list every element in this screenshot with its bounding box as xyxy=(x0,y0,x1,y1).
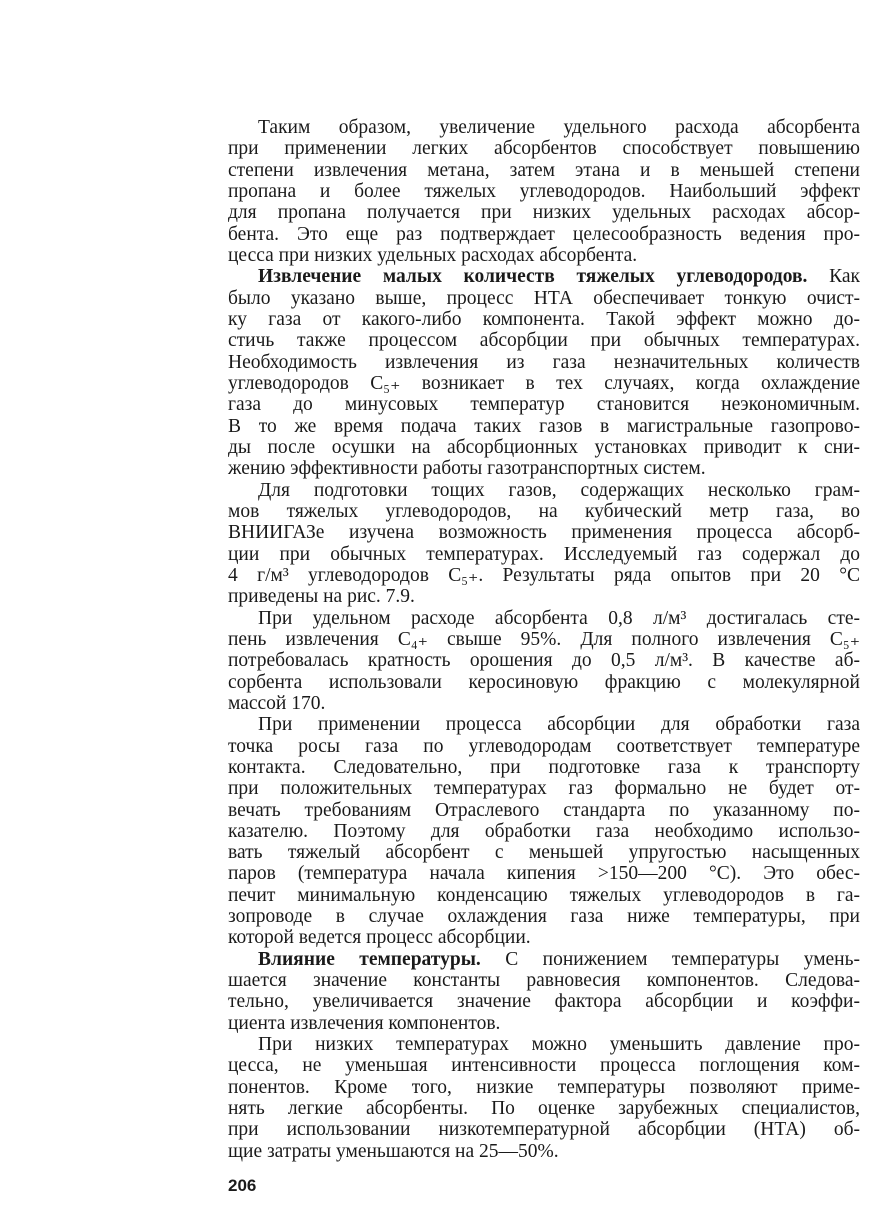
line-text: шается значение константы равновесия компонентов. Следова- xyxy=(228,970,860,992)
paragraph xyxy=(228,714,860,949)
line-text: Таким образом, увеличение удельного расхода абсорбента xyxy=(258,117,860,138)
line-text: понентов. Кроме того, низкие температуры позволяют приме- xyxy=(228,1076,860,1098)
text-line xyxy=(228,160,860,181)
text-line xyxy=(228,650,860,671)
text-line xyxy=(228,373,860,394)
text-line xyxy=(228,757,860,778)
text-line xyxy=(228,927,860,948)
text-line xyxy=(228,714,860,735)
line-text: было указано выше, процесс НТА обеспечивает тонкую очист- xyxy=(228,287,860,309)
text-line xyxy=(228,480,860,501)
line-text: Для подготовки тощих газов, содержащих несколько грам- xyxy=(258,479,860,501)
text-line xyxy=(228,245,860,266)
line-text: цесса при низких удельных расходах абсорбента. xyxy=(228,244,638,266)
text-line xyxy=(228,330,860,351)
line-text: при использовании низкотемпературной абсорбции (НТА) об- xyxy=(228,1119,860,1141)
line-text: газа до минусовых температур становится неэкономичным. xyxy=(228,394,860,416)
line-text: ды после осушки на абсорбционных установках приводит к сни- xyxy=(228,436,860,458)
text-line xyxy=(228,842,860,863)
line-text: нять легкие абсорбенты. По оценке зарубежных специалистов, xyxy=(228,1098,860,1120)
line-text: С понижением температуры умень- xyxy=(480,948,861,970)
text-line xyxy=(228,821,860,842)
text-line xyxy=(228,906,860,927)
line-text: при применении легких абсорбентов способствует повышению xyxy=(228,138,860,160)
page-number: 206 xyxy=(228,1176,257,1195)
text-line xyxy=(228,991,860,1012)
text-line xyxy=(228,1119,860,1140)
line-text: массой 170. xyxy=(228,692,326,714)
text-line xyxy=(228,1077,860,1098)
line-text: казателю. Поэтому для обработки газа необходимо использо- xyxy=(228,820,860,842)
text-line xyxy=(228,202,860,223)
text-line xyxy=(228,309,860,330)
line-text: пень извлечения C₄₊ свыше 95%. Для полного извлечения C₅₊ xyxy=(228,628,860,650)
line-text: точка росы газа по углеводородам соответствует температуре xyxy=(228,735,860,757)
text-line xyxy=(228,970,860,991)
line-text: 4 г/м³ углеводородов C₅₊. Результаты ряда опытов при 20 °C xyxy=(228,564,860,586)
text-line xyxy=(228,863,860,884)
paragraph xyxy=(228,266,860,479)
text-line xyxy=(228,949,860,970)
line-text: приведены на рис. 7.9. xyxy=(228,586,415,608)
paragraph xyxy=(228,480,860,608)
text-line xyxy=(228,693,860,714)
paragraph xyxy=(228,1034,860,1162)
line-text: бента. Это еще раз подтверждает целесообразность ведения про- xyxy=(228,223,860,245)
text-line xyxy=(228,117,860,138)
text-line xyxy=(228,458,860,479)
line-text: щие затраты уменьшаются на 25—50%. xyxy=(228,1140,559,1162)
line-text: ВНИИГАЗе изучена возможность применения процесса абсорб- xyxy=(228,522,860,544)
text-line xyxy=(228,224,860,245)
text-line xyxy=(228,1141,860,1162)
text-line xyxy=(228,138,860,159)
paragraph xyxy=(228,949,860,1034)
line-text: для пропана получается при низких удельных расходах абсор- xyxy=(228,202,860,224)
line-text: цесса, не уменьшая интенсивности процесса поглощения ком- xyxy=(228,1055,860,1077)
line-text: ции при обычных температурах. Исследуемый газ содержал до xyxy=(228,543,860,565)
line-text: углеводородов C₅₊ возникает в тех случаях, когда охлаждение xyxy=(228,372,860,394)
line-text: циента извлечения компонентов. xyxy=(228,1012,501,1034)
line-text: зопроводе в случае охлаждения газа ниже температуры, при xyxy=(228,906,860,928)
text-line xyxy=(228,416,860,437)
text-line xyxy=(228,544,860,565)
line-text: стичь также процессом абсорбции при обычных температурах. xyxy=(228,330,860,352)
section-heading: Влияние температуры. xyxy=(258,948,481,970)
text-line xyxy=(228,522,860,543)
line-text: жению эффективности работы газотранспортных систем. xyxy=(228,458,706,480)
text-line xyxy=(228,266,860,287)
text-line xyxy=(228,672,860,693)
line-text: при положительных температурах газ формально не будет от- xyxy=(228,778,860,800)
line-text: При удельном расходе абсорбента 0,8 л/м³ достигалась сте- xyxy=(258,607,860,629)
line-text: вечать требованиям Отраслевого стандарта по указанному по- xyxy=(228,799,860,821)
line-text: Необходимость извлечения из газа незначительных количеств xyxy=(228,351,860,373)
text-line xyxy=(228,181,860,202)
line-text: пропана и более тяжелых углеводородов. Наибольший эффект xyxy=(228,180,860,202)
text-line xyxy=(228,352,860,373)
text-line xyxy=(228,437,860,458)
paragraph xyxy=(228,608,860,715)
line-text: мов тяжелых углеводородов, на кубический метр газа, во xyxy=(228,500,860,522)
paragraph xyxy=(228,117,860,266)
line-text: При применении процесса абсорбции для обработки газа xyxy=(258,714,860,736)
text-line xyxy=(228,288,860,309)
line-text: сорбента использовали керосиновую фракцию с молекулярной xyxy=(228,671,860,693)
text-line xyxy=(228,885,860,906)
line-text: тельно, увеличивается значение фактора абсорбции и коэффи- xyxy=(228,991,860,1013)
text-line xyxy=(228,1034,860,1055)
text-line xyxy=(228,394,860,415)
text-line xyxy=(228,778,860,799)
line-text: паров (температура начала кипения >150—200 °C). Это обес- xyxy=(228,863,860,885)
section-heading: Извлечение малых количеств тяжелых углеводородов. xyxy=(258,266,808,288)
text-line xyxy=(228,800,860,821)
line-text: При низких температурах можно уменьшить давление про- xyxy=(258,1034,860,1056)
text-line xyxy=(228,608,860,629)
page-body-text xyxy=(228,117,860,1162)
text-line xyxy=(228,1098,860,1119)
text-line xyxy=(228,629,860,650)
text-line xyxy=(228,1055,860,1076)
line-text: степени извлечения метана, затем этана и в меньшей степени xyxy=(228,159,860,181)
line-text: контакта. Следовательно, при подготовке газа к транспорту xyxy=(228,756,860,778)
text-line xyxy=(228,736,860,757)
line-text: вать тяжелый абсорбент с меньшей упругостью насыщенных xyxy=(228,842,860,864)
line-text: В то же время подача таких газов в магистральные газопрово- xyxy=(228,415,860,437)
line-text: печит минимальную конденсацию тяжелых углеводородов в га- xyxy=(228,884,860,906)
text-line xyxy=(228,501,860,522)
text-line xyxy=(228,1013,860,1034)
line-text: Как xyxy=(807,266,860,288)
line-text: ку газа от какого-либо компонента. Такой эффект можно до- xyxy=(228,308,860,330)
text-line xyxy=(228,586,860,607)
line-text: потребовалась кратность орошения до 0,5 л/м³. В качестве аб- xyxy=(228,650,860,672)
text-line xyxy=(228,565,860,586)
line-text: которой ведется процесс абсорбции. xyxy=(228,927,531,949)
